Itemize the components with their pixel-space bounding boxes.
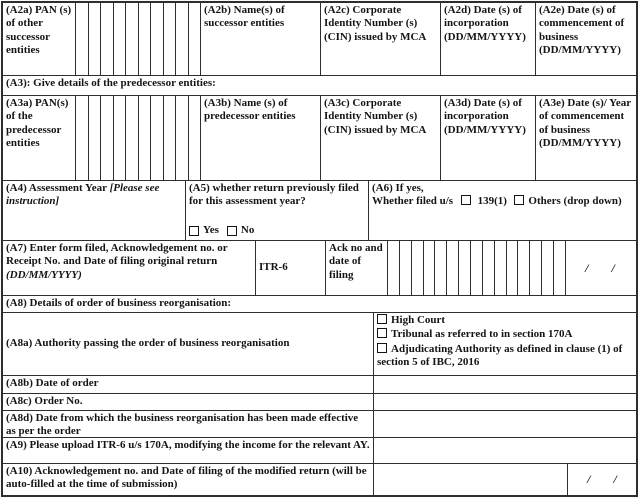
a8a-option3-label: Adjudicating Authority as defined in clause (1) of section 5 of IBC, 2016 (377, 342, 623, 369)
a6-cell (369, 181, 636, 240)
row-a8a (3, 313, 636, 376)
a3a-label (3, 96, 76, 180)
a3-header-text: (A3): Give details of the predecessor entities: (6, 77, 216, 89)
a8a-option-adjudicating (377, 343, 633, 370)
a7-date-field[interactable] (566, 241, 634, 295)
char-box[interactable] (101, 96, 114, 180)
char-box[interactable] (459, 241, 471, 295)
row-a10 (3, 464, 636, 495)
a4-label-text: (A4) Assessment Year (6, 182, 110, 194)
a2d-label-text: (A2d) Date (s) of incorporation (DD/MM/YYYY) (444, 4, 526, 43)
a3e-label-text: (A3e) Date (s)/ Year of commencement of business (DD/MM/YYYY) (539, 97, 631, 150)
a8c-value-field[interactable] (374, 394, 636, 410)
char-box[interactable] (189, 3, 201, 75)
a3a-pan-boxes (76, 96, 201, 180)
a3c-label (321, 96, 441, 180)
a2e-label-text: (A2e) Date (s) of commencement of business (DD/MM/YYYY) (539, 4, 625, 57)
a8d-label (3, 411, 374, 437)
a8-section-header (3, 296, 636, 312)
char-box[interactable] (151, 96, 164, 180)
a2d-label (441, 3, 536, 75)
a6-options-line (372, 195, 633, 208)
char-box[interactable] (164, 96, 177, 180)
char-box[interactable] (507, 241, 519, 295)
a8a-option2-label: Tribunal as referred to in section 170A (391, 328, 573, 341)
itr-business-reorg-form (1, 1, 638, 497)
a7-form-filed-text: ITR-6 (259, 261, 288, 274)
a5-yes-checkbox-icon[interactable] (189, 226, 199, 236)
a8a-adjudicating-checkbox-icon[interactable] (377, 343, 387, 353)
a6-option2-label: Others (drop down) (528, 195, 622, 208)
row-a4-a5-a6 (3, 181, 636, 241)
char-box[interactable] (447, 241, 459, 295)
char-box[interactable] (554, 241, 565, 295)
row-a9 (3, 438, 636, 464)
a6-line1-text: (A6) If yes, (372, 182, 424, 194)
a7-label-text: (A7) Enter form filed, Acknowledgement no. or Receipt No. and Date of filing original return (6, 242, 228, 268)
a3-section-header (3, 76, 636, 95)
a6-others-checkbox-icon[interactable] (514, 195, 524, 205)
a10-date-slashes: / / (587, 472, 617, 487)
a2c-label-text: (A2c) Corporate Identity Number (s) (CIN) issued by MCA (324, 4, 427, 43)
a3b-label (201, 96, 321, 180)
a6-prefix-text: Whether filed u/s (372, 195, 454, 208)
a3e-label (536, 96, 636, 180)
a5-yes-label: Yes (203, 223, 219, 236)
char-box[interactable] (126, 96, 139, 180)
a8d-label-text: (A8d) Date from which the business reorganisation has been made effective as per the order (6, 412, 359, 437)
a8b-value-field[interactable] (374, 376, 636, 393)
a6-139-checkbox-icon[interactable] (461, 195, 471, 205)
row-a8b (3, 376, 636, 394)
char-box[interactable] (176, 96, 189, 180)
char-box[interactable] (518, 241, 530, 295)
a8a-label (3, 313, 374, 375)
a4-assessment-year-field[interactable] (3, 181, 186, 240)
char-box[interactable] (126, 3, 139, 75)
a2b-label (201, 3, 321, 75)
char-box[interactable] (400, 241, 412, 295)
row-a8-header (3, 296, 636, 313)
a3d-label-text: (A3d) Date (s) of incorporation (DD/MM/YYYY) (444, 97, 526, 136)
row-a8d (3, 411, 636, 438)
a10-date-field[interactable] (568, 464, 636, 495)
char-box[interactable] (388, 241, 400, 295)
a7-date-format-text: (DD/MM/YYYY) (6, 268, 82, 281)
row-a8c (3, 394, 636, 411)
a8c-label (3, 394, 374, 410)
a9-upload-field[interactable] (374, 438, 636, 463)
char-box[interactable] (76, 96, 89, 180)
a3d-label (441, 96, 536, 180)
char-box[interactable] (495, 241, 507, 295)
a2a-label (3, 3, 76, 75)
row-a3-header (3, 76, 636, 96)
a3a-label-text: (A3a) PAN(s) of the predecessor entities (6, 97, 69, 150)
char-box[interactable] (76, 3, 89, 75)
a4-note-text: [Please see instruction] (6, 182, 160, 208)
a8a-tribunal-checkbox-icon[interactable] (377, 328, 387, 338)
char-box[interactable] (101, 3, 114, 75)
a8a-option-high-court (377, 314, 633, 327)
char-box[interactable] (164, 3, 177, 75)
char-box[interactable] (483, 241, 495, 295)
a8b-label (3, 376, 374, 393)
a3b-label-text: (A3b) Name (s) of predecessor entities (204, 97, 296, 123)
a8a-label-text: (A8a) Authority passing the order of business reorganisation (6, 337, 290, 350)
a5-question-text: (A5) whether return previously filed for this assessment year? (189, 182, 359, 208)
a2a-label-text: (A2a) PAN (s) of other successor entities (6, 4, 72, 57)
a6-option1-label: 139(1) (477, 195, 507, 208)
a10-label (3, 464, 374, 495)
a8a-option1-label: High Court (391, 314, 446, 326)
a8-header-text: (A8) Details of order of business reorganisation: (6, 297, 232, 309)
a5-question-cell (186, 181, 369, 240)
char-box[interactable] (435, 241, 447, 295)
a8a-high-court-checkbox-icon[interactable] (377, 314, 387, 324)
a8b-label-text: (A8b) Date of order (6, 377, 99, 389)
char-box[interactable] (189, 96, 201, 180)
row-a2 (3, 3, 636, 76)
a10-ack-field[interactable] (374, 464, 568, 495)
a7-ack-label-text: Ack no and date of filing (329, 242, 383, 281)
a7-form-filed-value (256, 241, 326, 295)
char-box[interactable] (139, 3, 152, 75)
char-box[interactable] (176, 3, 189, 75)
char-box[interactable] (471, 241, 483, 295)
char-box[interactable] (412, 241, 424, 295)
a8d-value-field[interactable] (374, 411, 636, 437)
char-box[interactable] (114, 96, 127, 180)
a5-no-checkbox-icon[interactable] (227, 226, 237, 236)
char-box[interactable] (89, 3, 102, 75)
char-box[interactable] (530, 241, 542, 295)
row-a3 (3, 96, 636, 181)
char-box[interactable] (114, 3, 127, 75)
a7-ack-label (326, 241, 388, 295)
a9-label-text: (A9) Please upload ITR-6 u/s 170A, modifying the income for the relevant AY. (6, 439, 370, 451)
a7-date-slashes: / / (585, 260, 615, 275)
char-box[interactable] (542, 241, 554, 295)
char-box[interactable] (89, 96, 102, 180)
a2c-label (321, 3, 441, 75)
char-box[interactable] (424, 241, 436, 295)
a3c-label-text: (A3c) Corporate Identity Number (s) (CIN) issued by MCA (324, 97, 427, 136)
a10-label-text: (A10) Acknowledgement no. and Date of filing of the modified return (will be auto-filled at the time of submission) (6, 465, 367, 491)
a2e-label (536, 3, 636, 75)
a8a-option-tribunal (377, 328, 633, 341)
a2b-label-text: (A2b) Name(s) of successor entities (204, 4, 285, 30)
char-box[interactable] (151, 3, 164, 75)
a5-no-label: No (240, 223, 255, 236)
a7-label (3, 241, 256, 295)
char-box[interactable] (139, 96, 152, 180)
row-a7 (3, 241, 636, 296)
a8c-label-text: (A8c) Order No. (6, 395, 83, 407)
a2a-pan-boxes (76, 3, 201, 75)
a8a-options-cell (374, 313, 636, 375)
a7-ack-number-boxes (388, 241, 566, 295)
a9-label (3, 438, 374, 463)
